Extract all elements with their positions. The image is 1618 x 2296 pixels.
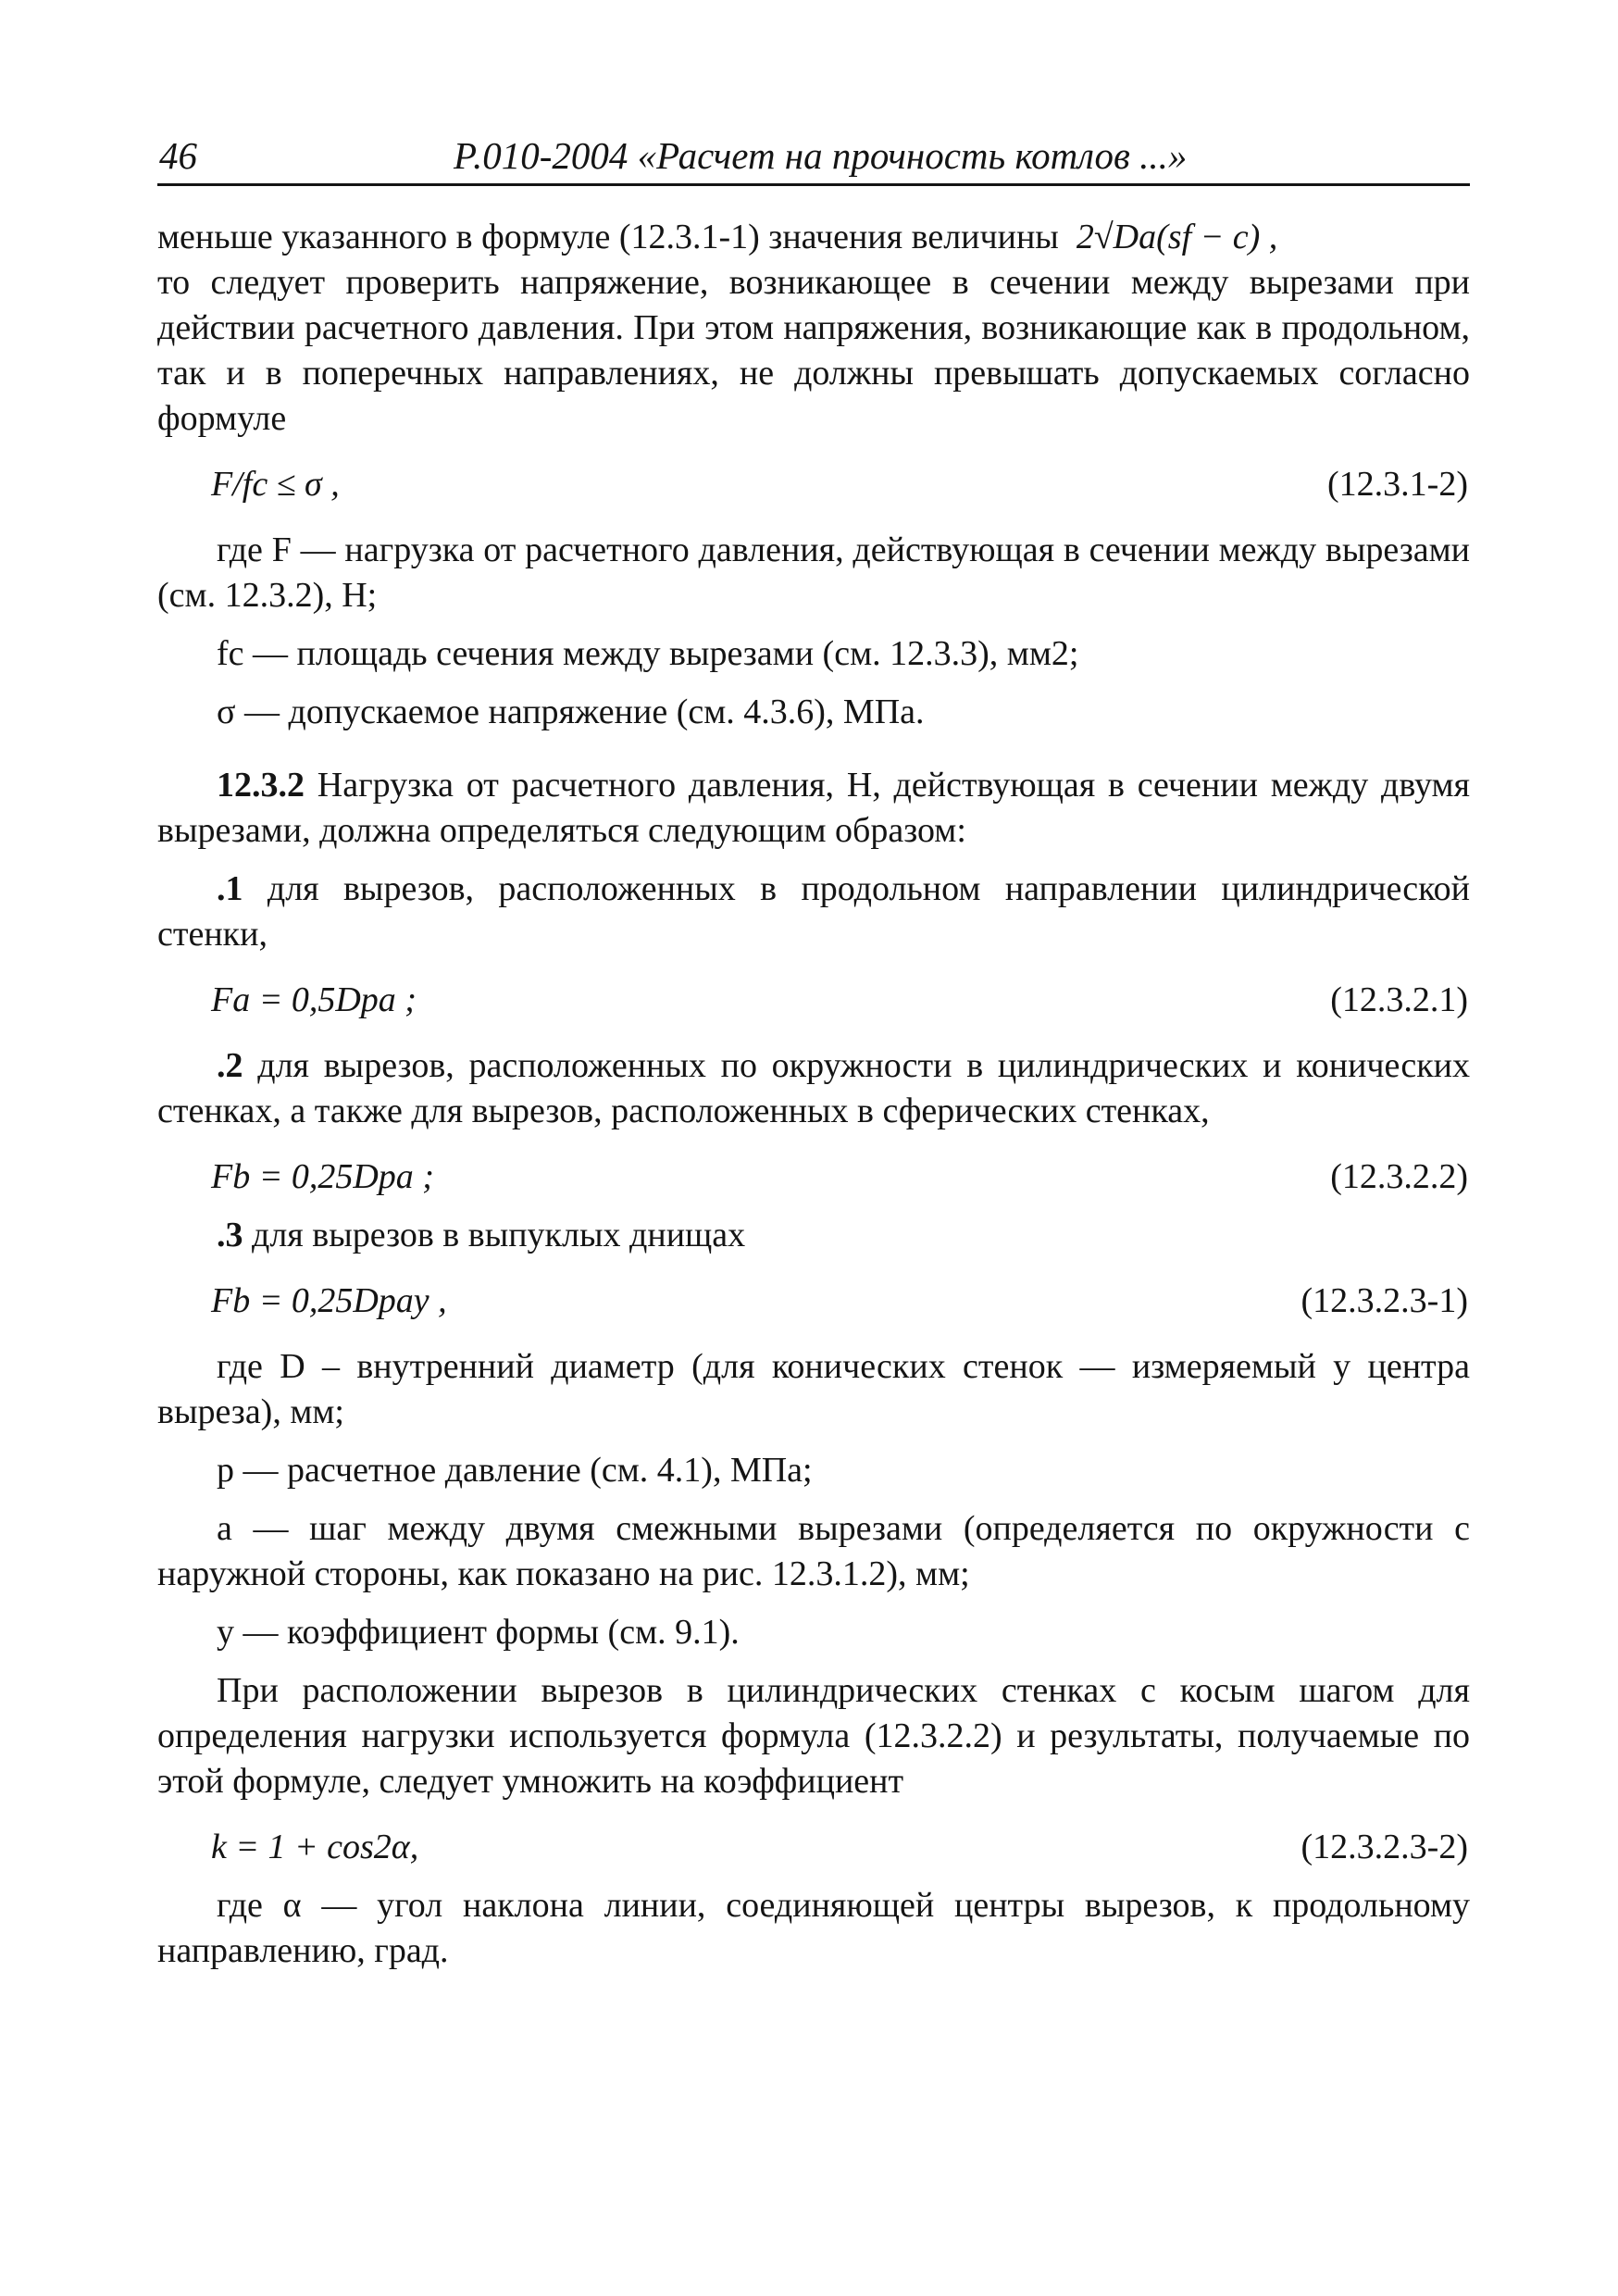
section-12-3-2: [157, 763, 1470, 854]
intro-text: меньше указанного в формуле (12.3.1-1) значения величины: [157, 218, 1059, 256]
item-3-number: .3: [217, 1216, 243, 1254]
item-2: [157, 1043, 1470, 1134]
item-1: [157, 867, 1470, 957]
where-fc: fc — площадь сечения между вырезами (см. 12.3.3), мм2;: [217, 634, 1079, 673]
where-p: p — расчетное давление (см. 4.1), МПа;: [217, 1451, 813, 1490]
running-title: Р.010-2004 «Расчет на прочность котлов ...»: [454, 134, 1188, 177]
formula-number: (12.3.2.3-2): [1301, 1828, 1468, 1866]
section-number: 12.3.2: [217, 766, 305, 805]
item-3-text: для вырезов в выпуклых днищах: [252, 1216, 746, 1254]
page-header: [157, 130, 1470, 186]
page-number: 46: [159, 134, 197, 177]
formula-expression: k = 1 + cos2α,: [211, 1828, 419, 1866]
item-1-text: для вырезов, расположенных в продольном направлении цилиндрической стенки,: [157, 869, 1470, 954]
formula-12-3-2-3-1: [157, 1279, 1470, 1324]
intro-line: [157, 215, 1470, 260]
item-1-number: .1: [217, 869, 243, 908]
formula-number: (12.3.2.1): [1330, 980, 1468, 1019]
where-alpha: где α — угол наклона линии, соединяющей центры вырезов, к продольному направлению, град.: [157, 1886, 1470, 1970]
where-D: где D – внутренний диаметр (для конических стенок — измеряемый у центра выреза), мм;: [157, 1347, 1470, 1431]
item-2-text: для вырезов, расположенных по окружности в цилиндрических и конических стенках, а также для вырезов, расположенных в сферических стенках,: [157, 1046, 1471, 1130]
formula-expression: Fb = 0,25Dpay ,: [211, 1281, 447, 1320]
formula-number: (12.3.2.3-1): [1301, 1281, 1468, 1320]
where-y: y — коэффициент формы (см. 9.1).: [217, 1613, 740, 1652]
formula-12-3-2-3-2: [157, 1825, 1470, 1870]
formula-12-3-2-2: [157, 1154, 1470, 1200]
intro-paragraph: то следует проверить напряжение, возникающее в сечении между вырезами при действии расчетного давления. При этом напряжения, возникающие как в продольном, так и в поперечных направлениях, не должны превышать допускаемых согласно формуле: [157, 263, 1470, 438]
formula-expression: Fb = 0,25Dpa ;: [211, 1157, 434, 1196]
formula-12-3-2-1: [157, 978, 1470, 1023]
formula-12-3-1-2: [157, 462, 1470, 507]
oblique-pitch-paragraph: При расположении вырезов в цилиндрических стенках с косым шагом для определения нагрузки используется формула (12.3.2.2) и результаты, получаемые по этой формуле, следует умножить на коэффициент: [157, 1671, 1470, 1801]
where-a: a — шаг между двумя смежными вырезами (определяется по окружности с наружной стороны, как показано на рис. 12.3.1.2), мм;: [157, 1509, 1470, 1593]
formula-expression: F/fc ≤ σ ,: [211, 465, 340, 504]
intro-expression: 2√Da(sf − c) ,: [1076, 218, 1278, 256]
page-body: [157, 215, 1470, 1974]
where-F: где F — нагрузка от расчетного давления, действующая в сечении между вырезами (см. 12.3.2), Н;: [157, 530, 1470, 615]
formula-number: (12.3.1-2): [1327, 465, 1468, 504]
where-sigma: σ — допускаемое напряжение (см. 4.3.6), МПа.: [217, 693, 925, 731]
formula-expression: Fa = 0,5Dpa ;: [211, 980, 417, 1019]
item-2-number: .2: [217, 1046, 243, 1085]
section-text: Нагрузка от расчетного давления, Н, действующая в сечении между двумя вырезами, должна определяться следующим образом:: [157, 766, 1470, 850]
item-3: [157, 1213, 1470, 1258]
formula-number: (12.3.2.2): [1330, 1157, 1468, 1196]
